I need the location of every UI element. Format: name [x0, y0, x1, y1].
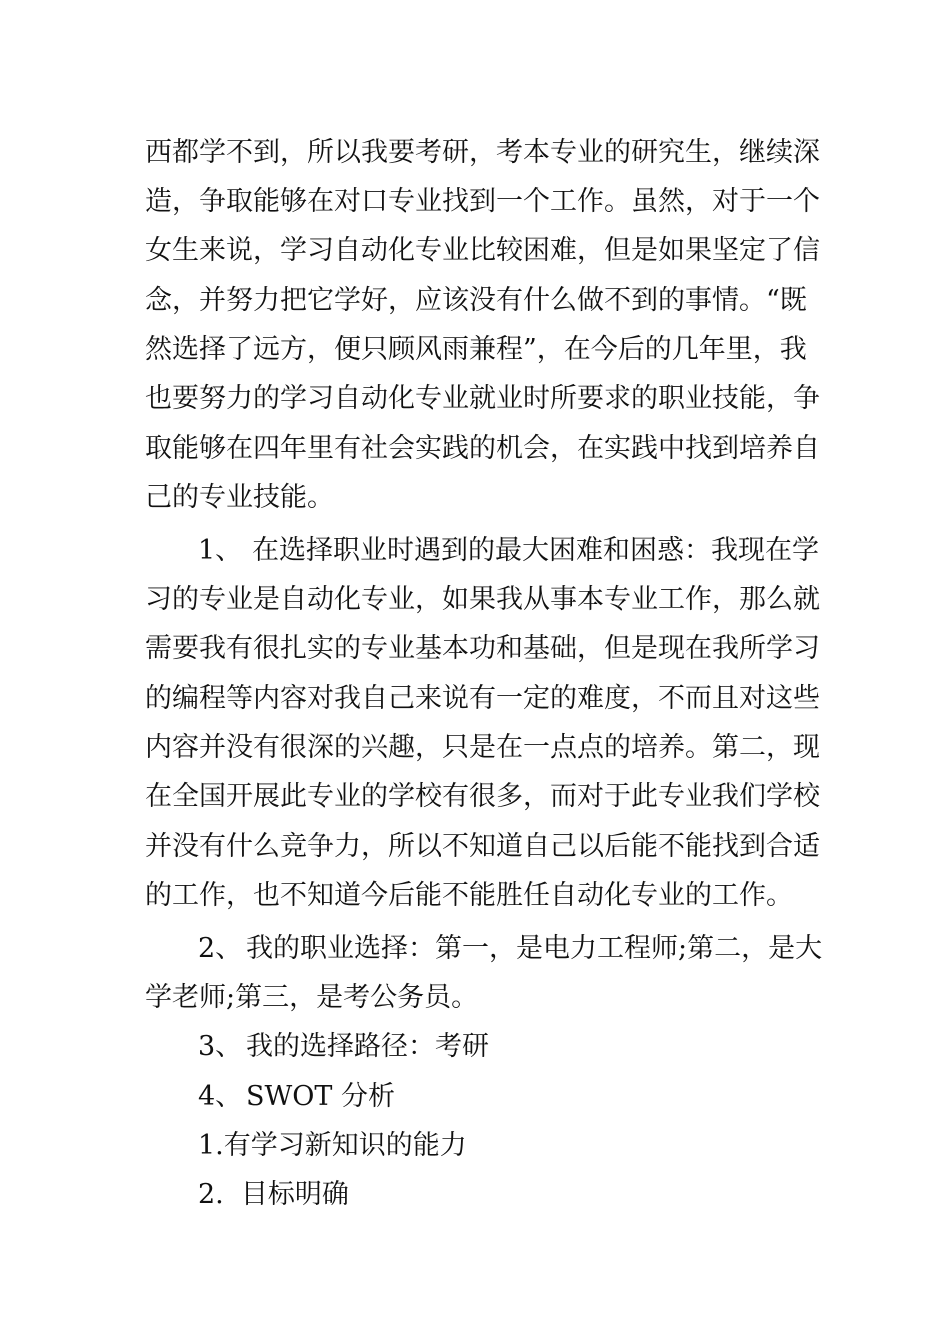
text-line: 1.有学习新知识的能力 [198, 1130, 467, 1161]
text-line: 习的专业是自动化专业，如果我从事本专业工作，那么就 [145, 584, 820, 615]
text-line: 的工作，也不知道今后能不能胜任自动化专业的工作。 [145, 880, 793, 911]
text-line: SWOT 分析 [246, 1081, 395, 1112]
paragraph-line [0, 226, 950, 276]
list-item-2-first-line [0, 924, 950, 974]
text-line: 念，并努力把它学好，应该没有什么做不到的事情。“既 [145, 285, 807, 316]
list-marker: 1、 [198, 535, 243, 566]
text-line: 并没有什么竞争力，所以不知道自己以后能不能找到合适 [145, 831, 820, 862]
text-line: 造，争取能够在对口专业找到一个工作。虽然，对于一个 [145, 186, 820, 217]
text-line: 也要努力的学习自动化专业就业时所要求的职业技能，争 [145, 383, 820, 414]
list-marker: 4、 [198, 1081, 243, 1112]
text-line: 取能够在四年里有社会实践的机会，在实践中找到培养自 [145, 433, 820, 464]
paragraph-line [0, 276, 950, 326]
paragraph-line [0, 473, 950, 523]
paragraph-line [0, 674, 950, 724]
paragraph-line [0, 424, 950, 474]
paragraph-line [0, 772, 950, 822]
text-line: 2. 目标明确 [198, 1179, 349, 1210]
text-line: 然选择了远方，便只顾风雨兼程”，在今后的几年里，我 [145, 334, 807, 365]
text-line: 西都学不到，所以我要考研，考本专业的研究生，继续深 [145, 137, 820, 168]
text-line: 在选择职业时遇到的最大困难和困惑：我现在学 [252, 535, 819, 566]
text-line: 的编程等内容对我自己来说有一定的难度，不而且对这些 [145, 683, 820, 714]
text-line: 己的专业技能。 [145, 482, 334, 513]
numbered-item-2 [0, 1170, 950, 1220]
text-line: 需要我有很扎实的专业基本功和基础，但是现在我所学习 [145, 633, 820, 664]
paragraph-line [0, 575, 950, 625]
list-item-4 [0, 1072, 950, 1122]
text-line: 我的选择路径：考研 [246, 1031, 489, 1062]
paragraph-line [0, 374, 950, 424]
text-line: 在全国开展此专业的学校有很多，而对于此专业我们学校 [145, 781, 820, 812]
list-marker: 2、 [198, 933, 243, 964]
paragraph-line [0, 128, 950, 178]
list-item-1-first-line [0, 526, 950, 576]
paragraph-line [0, 624, 950, 674]
text-line: 内容并没有很深的兴趣，只是在一点点的培养。第二，现 [145, 732, 820, 763]
list-marker: 3、 [198, 1031, 243, 1062]
paragraph-line [0, 177, 950, 227]
paragraph-line [0, 822, 950, 872]
paragraph-line [0, 871, 950, 921]
paragraph-line [0, 723, 950, 773]
list-item-3 [0, 1022, 950, 1072]
text-line: 我的职业选择：第一，是电力工程师;第二，是大 [246, 933, 823, 964]
numbered-item-1 [0, 1121, 950, 1171]
paragraph-line [0, 325, 950, 375]
text-line: 女生来说，学习自动化专业比较困难，但是如果坚定了信 [145, 235, 820, 266]
paragraph-line [0, 973, 950, 1023]
text-line: 学老师;第三，是考公务员。 [145, 982, 479, 1013]
